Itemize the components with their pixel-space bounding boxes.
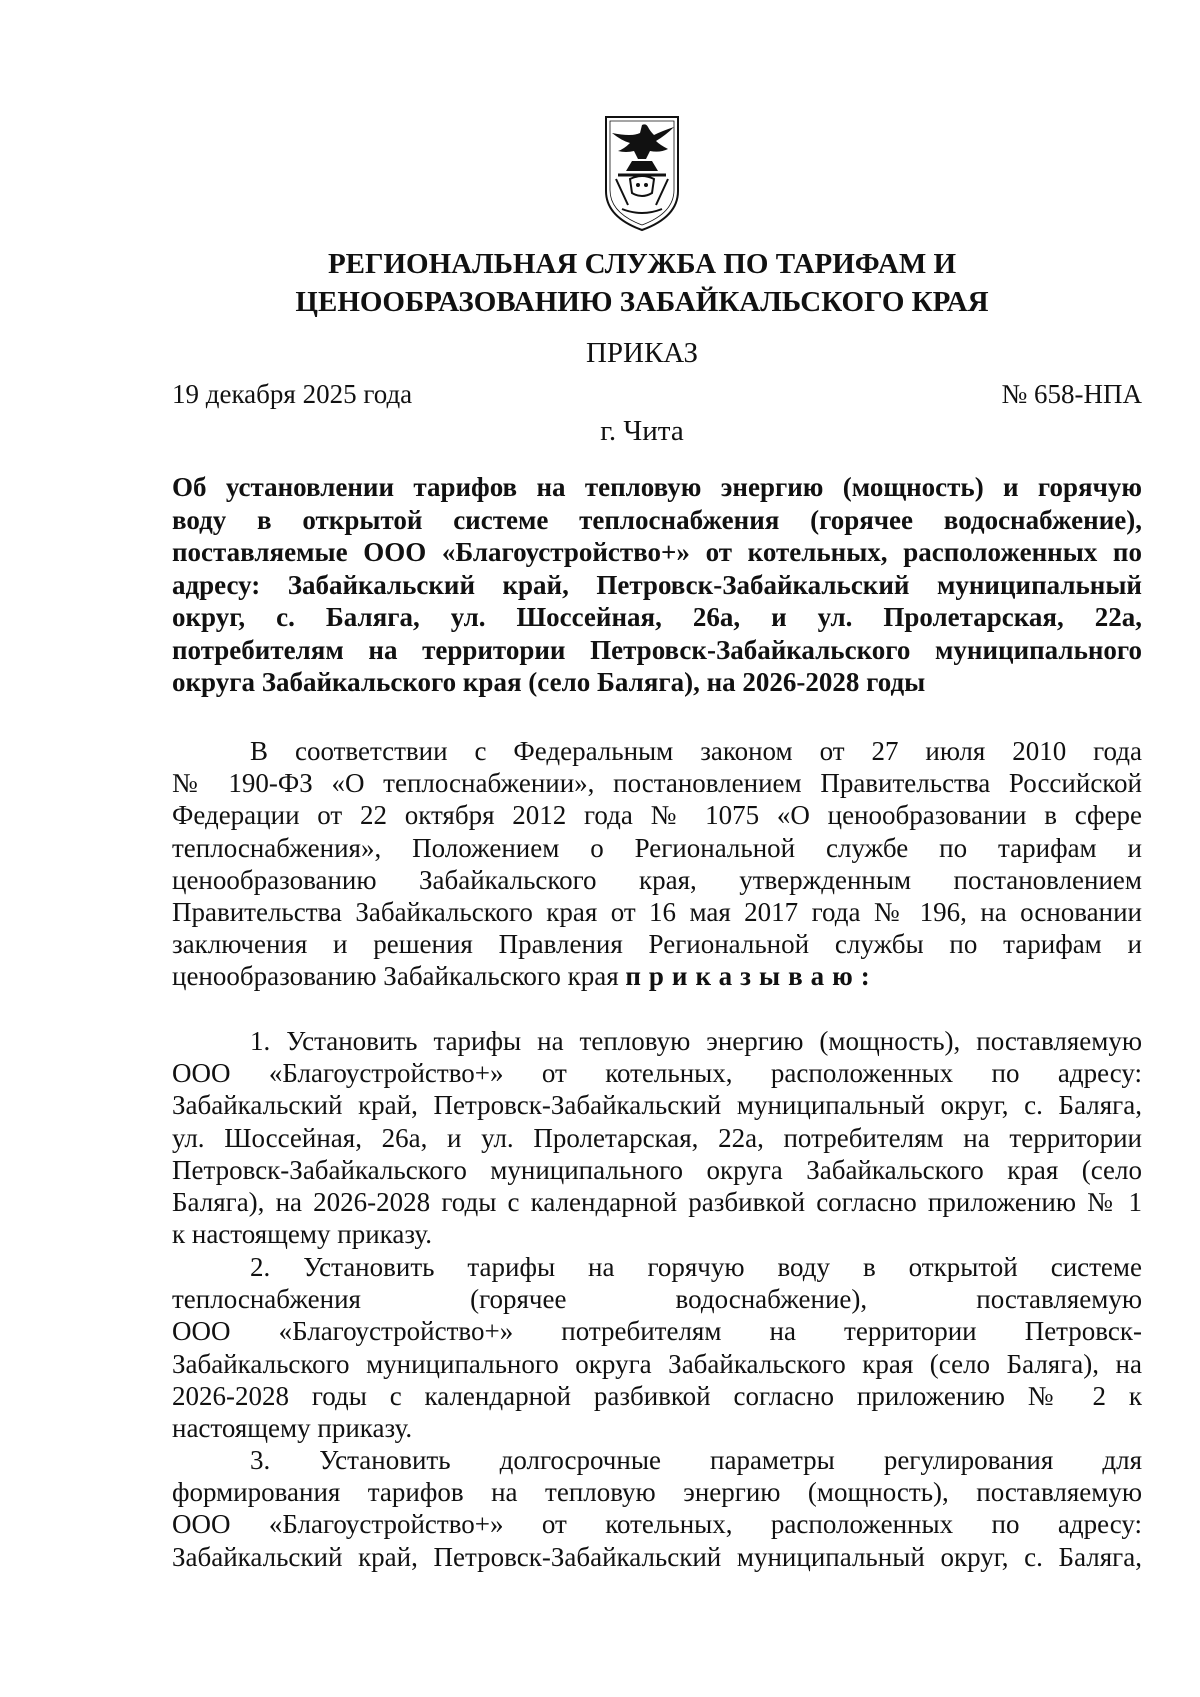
title-line: поставляемые ООО «Благоустройство+» от котельных, расположенных по bbox=[172, 537, 1142, 567]
preamble-line: теплоснабжения», Положением о Региональной службе по тарифам и bbox=[172, 832, 1142, 863]
item-line: ООО «Благоустройство+» потребителям на территории Петровск- bbox=[172, 1316, 1142, 1347]
item-line: 2026-2028 годы с календарной разбивкой согласно приложению № 2 к bbox=[172, 1380, 1142, 1411]
preamble-line-text: ценообразованию Забайкальского края bbox=[172, 961, 619, 992]
item-line: ООО «Благоустройство+» от котельных, расположенных по адресу: bbox=[172, 1058, 1142, 1089]
preamble-line: ценообразованию Забайкальского края, утвержденным постановлением bbox=[172, 864, 1142, 895]
item-line: Петровск-Забайкальского муниципального округа Забайкальского края (село bbox=[172, 1154, 1142, 1185]
agency-name-line-2: ЦЕНООБРАЗОВАНИЮ ЗАБАЙКАЛЬСКОГО КРАЯ bbox=[295, 286, 989, 318]
title-line: округ, с. Баляга, ул. Шоссейная, 26а, и ул. Пролетарская, 22а, bbox=[172, 602, 1142, 632]
item-line: ООО «Благоустройство+» от котельных, расположенных по адресу: bbox=[172, 1509, 1142, 1540]
document-city: г. Чита bbox=[600, 415, 684, 447]
preamble-line: Правительства Забайкальского края от 16 мая 2017 года № 196, на основании bbox=[172, 897, 1142, 928]
item-line: Забайкальского муниципального округа Забайкальского края (село Баляга), на bbox=[172, 1348, 1142, 1379]
document-number: № 658-НПА bbox=[1001, 379, 1142, 409]
item-line: Забайкальский край, Петровск-Забайкальский муниципальный округ, с. Баляга, bbox=[172, 1090, 1142, 1121]
title-line: адресу: Забайкальский край, Петровск-Забайкальский муниципальный bbox=[172, 569, 1142, 600]
preamble-line bbox=[172, 960, 1142, 992]
item-line: настоящему приказу. bbox=[172, 1413, 413, 1444]
coat-of-arms-emblem bbox=[602, 113, 682, 233]
preamble-line: № 190-ФЗ «О теплоснабжении», постановлением Правительства Российской bbox=[172, 768, 1142, 799]
agency-name bbox=[0, 245, 1200, 321]
item-line: к настоящему приказу. bbox=[172, 1219, 432, 1250]
document-type: ПРИКАЗ bbox=[585, 337, 699, 369]
preamble-line: В соответствии с Федеральным законом от 27 июля 2010 года bbox=[250, 736, 1142, 766]
item-line: 1. Установить тарифы на тепловую энергию (мощность), поставляемую bbox=[250, 1026, 1142, 1056]
order-word: приказываю: bbox=[625, 961, 878, 992]
preamble-line: Федерации от 22 октября 2012 года № 1075 «О ценообразовании в сфере bbox=[172, 800, 1142, 831]
item-line: Забайкальский край, Петровск-Забайкальский муниципальный округ, с. Баляга, bbox=[172, 1541, 1142, 1572]
item-line: формирования тарифов на тепловую энергию (мощность), поставляемую bbox=[172, 1477, 1142, 1508]
document-date: 19 декабря 2025 года bbox=[172, 379, 413, 409]
item-line: 3. Установить долгосрочные параметры регулирования для bbox=[250, 1445, 1142, 1475]
order-item-1 bbox=[172, 1025, 1142, 1250]
order-item-3 bbox=[172, 1444, 1142, 1573]
agency-name-line-1: РЕГИОНАЛЬНАЯ СЛУЖБА ПО ТАРИФАМ И bbox=[327, 248, 957, 280]
order-item-2 bbox=[172, 1251, 1142, 1444]
order-title bbox=[172, 471, 1142, 699]
title-line: воду в открытой системе теплоснабжения (горячее водоснабжение), bbox=[172, 504, 1142, 535]
title-line: потребителям на территории Петровск-Забайкальского муниципального bbox=[172, 634, 1142, 665]
item-line: 2. Установить тарифы на горячую воду в открытой системе bbox=[250, 1252, 1142, 1282]
item-line: ул. Шоссейная, 26а, и ул. Пролетарская, 22а, потребителям на территории bbox=[172, 1122, 1142, 1153]
title-line: округа Забайкальского края (село Баляга), на 2026-2028 годы bbox=[172, 667, 926, 697]
preamble-line: заключения и решения Правления Региональной службы по тарифам и bbox=[172, 929, 1142, 960]
preamble-paragraph bbox=[172, 735, 1142, 993]
title-line: Об установлении тарифов на тепловую энергию (мощность) и горячую bbox=[172, 472, 1142, 502]
item-line: теплоснабжения (горячее водоснабжение), поставляемую bbox=[172, 1284, 1142, 1315]
item-line: Баляга), на 2026-2028 годы с календарной разбивкой согласно приложению № 1 bbox=[172, 1187, 1142, 1218]
